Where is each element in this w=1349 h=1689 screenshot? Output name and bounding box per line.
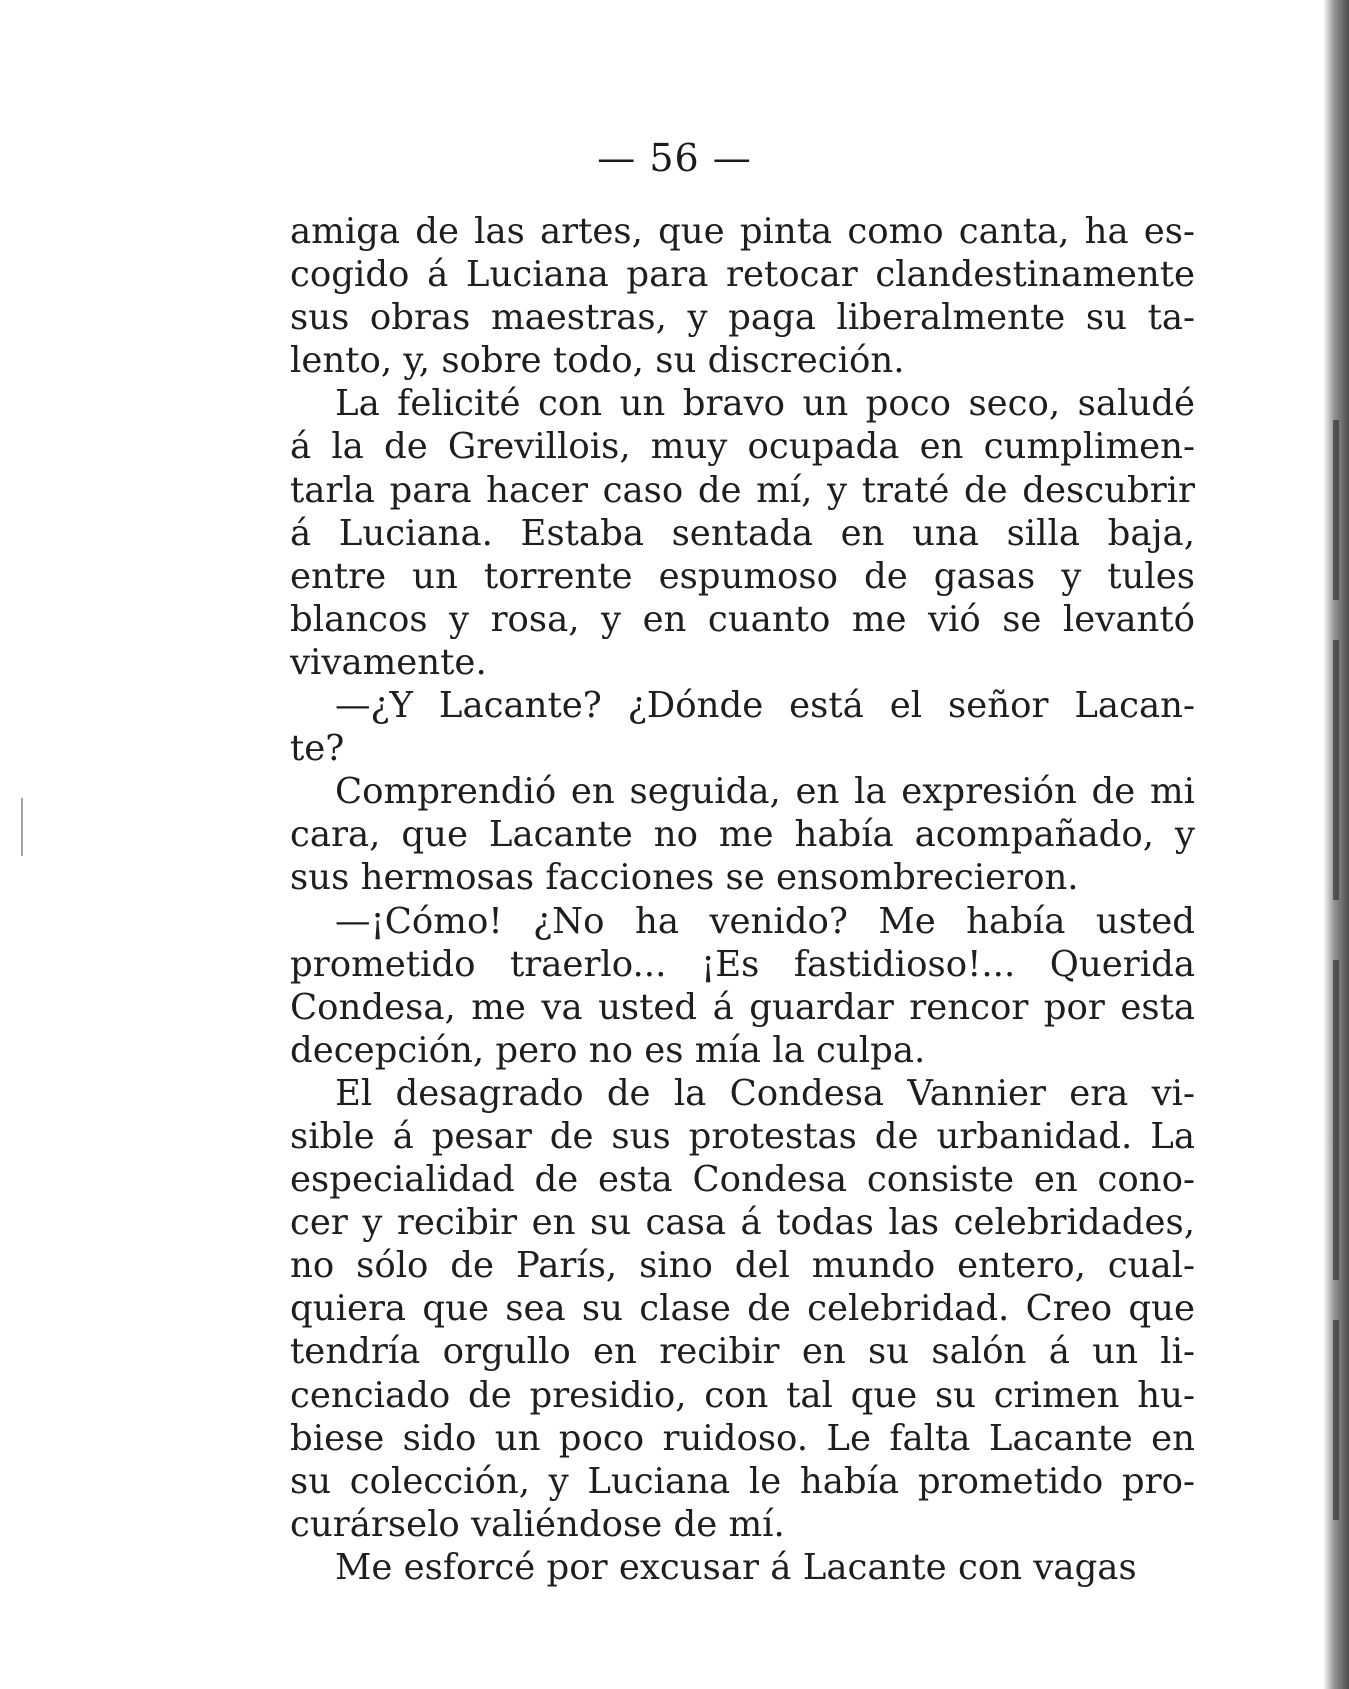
text-line: sible á pesar de sus protestas de urbanidad. La [290,1115,1195,1157]
text-line: lento, y, sobre todo, su discreción. [290,340,905,382]
text-line: curárselo valiéndose de mí. [290,1503,785,1545]
text-line: quiera que sea su clase de celebridad. Creo que [290,1288,1195,1330]
page-number: — 56 — [597,136,752,180]
body-text [290,210,1195,1589]
gutter-speckle [1333,420,1339,600]
paragraph [290,1546,1195,1589]
text-line: —¿Y Lacante? ¿Dónde está el señor Lacan- [335,685,1195,727]
text-line: sus hermosas facciones se ensombrecieron. [290,857,1079,899]
gutter-speckle [1333,960,1339,1280]
text-line: cenciado de presidio, con tal que su crimen hu- [290,1374,1195,1416]
text-line: amiga de las artes, que pinta como canta, ha es- [290,211,1195,252]
text-line: á la de Grevillois, muy ocupada en cumplimen- [290,426,1195,468]
text-line: decepción, pero no es mía la culpa. [290,1029,926,1071]
text-line: blancos y rosa, y en cuanto me vió se levantó [290,598,1195,640]
text-line: prometido traerlo... ¡Es fastidioso!... Querida [290,943,1195,985]
text-line: su colección, y Luciana le había prometido pro- [290,1460,1195,1502]
text-line: Condesa, me va usted á guardar rencor por esta [290,986,1195,1028]
text-line: tarla para hacer caso de mí, y traté de descubrir [290,469,1195,511]
paragraph [290,770,1195,899]
text-line: entre un torrente espumoso de gasas y tules [290,555,1195,597]
text-line: vivamente. [290,641,487,683]
paragraph [290,900,1195,1072]
text-line: especialidad de esta Condesa consiste en cono- [290,1159,1195,1201]
paragraph [290,382,1195,684]
gutter-speckle [1333,1320,1339,1520]
text-line: Me esforcé por excusar á Lacante con vagas [335,1546,1137,1588]
text-line: sus obras maestras, y paga liberalmente su ta- [290,297,1195,339]
paragraph [290,684,1195,770]
text-line: te? [290,728,345,770]
text-line: —¡Cómo! ¿No ha venido? Me había usted [335,900,1195,942]
paragraph [290,1072,1195,1546]
text-line: cara, que Lacante no me había acompañado, y [290,814,1195,856]
text-line: biese sido un poco ruidoso. Le falta Lacante en [290,1417,1195,1459]
text-line: no sólo de París, sino del mundo entero, cual- [290,1245,1195,1287]
text-line: El desagrado de la Condesa Vannier era vi- [335,1072,1195,1114]
text-line: tendría orgullo en recibir en su salón á un li- [290,1331,1195,1373]
text-line: La felicité con un bravo un poco seco, saludé [335,383,1195,425]
paragraph [290,210,1195,382]
text-line: cer y recibir en su casa á todas las celebridades, [290,1202,1195,1244]
text-line: Comprendió en seguida, en la expresión de mi [335,771,1195,813]
text-line: cogido á Luciana para retocar clandestinamente [290,254,1195,296]
text-line: á Luciana. Estaba sentada en una silla baja, [290,512,1195,554]
scan-mark [21,798,23,856]
gutter-speckle [1333,640,1339,900]
